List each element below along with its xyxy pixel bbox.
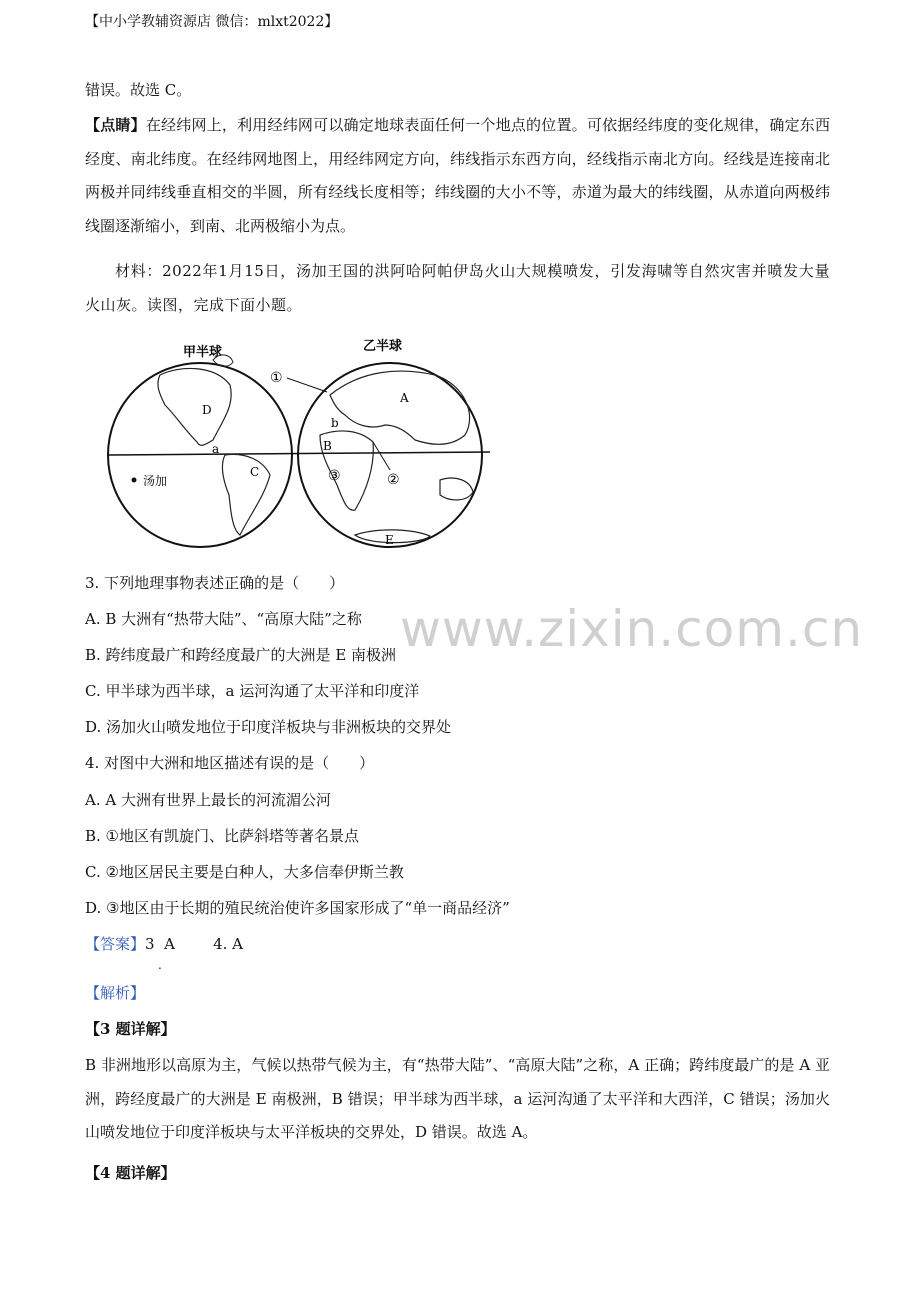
- answer-tag: 【答案】: [85, 935, 146, 953]
- q4-option-b: B. ①地区有凯旋门、比萨斜塔等著名景点: [85, 827, 360, 845]
- q4-option-d: D. ③地区由于长期的殖民统治使许多国家形成了“单一商品经济”: [85, 899, 510, 917]
- pointer-1: [287, 378, 327, 392]
- north-america-shape: [158, 368, 231, 445]
- label-circle-2: ②: [387, 472, 400, 488]
- q3-option-a: A. B 大洲有“热带大陆”、“高原大陆”之称: [85, 610, 362, 628]
- map-right-title: 乙半球: [363, 339, 403, 354]
- label-circle-1: ①: [270, 370, 283, 386]
- watermark: www.zixin.com.cn: [400, 600, 864, 658]
- label-A: A: [400, 391, 409, 405]
- pointer-2: [373, 442, 390, 470]
- tonga-dot: [132, 478, 137, 483]
- label-E: E: [385, 533, 394, 547]
- east-hemisphere-circle: [298, 363, 482, 547]
- label-circle-3: ③: [328, 468, 341, 484]
- label-D: D: [202, 403, 212, 417]
- q3-option-b: B. 跨纬度最广和跨经度最广的大洲是 E 南极洲: [85, 646, 397, 664]
- label-b: b: [331, 416, 339, 430]
- dianjing-text: 在经纬网上，利用经纬网可以确定地球表面任何一个地点的位置。可依据经纬度的变化规律，确定东西经度、南北纬度。在经纬网地图上，用经纬网定方向，纬线指示东西方向，经线指示南北方向。经线是连接南北两极并同纬线垂直相交的半圆，所有经线长度相等；纬线圈的大小不等，赤道为最大的纬线圈，从赤道向两极纬线圈逐渐缩小，到南、北两极缩小为点。: [85, 116, 830, 235]
- q3-option-c: C. 甲半球为西半球，a 运河沟通了太平洋和印度洋: [85, 682, 420, 700]
- q3-stem: 3. 下列地理事物表述正确的是（ ）: [85, 574, 345, 592]
- map-left-title: 甲半球: [183, 345, 223, 360]
- answer-line: [85, 934, 243, 954]
- hemisphere-map: [105, 330, 490, 560]
- australia-shape: [440, 478, 473, 500]
- label-B: B: [323, 439, 332, 453]
- label-a: a: [212, 442, 220, 456]
- analysis-tag: 【解析】: [85, 984, 146, 1002]
- q4-stem: 4. 对图中大洲和地区描述有误的是（ ）: [85, 754, 375, 772]
- q3-detail-text: B 非洲地形以高原为主，气候以热带气候为主，有“热带大陆”、“高原大陆”之称，A 正确；跨纬度最广的是 A 亚洲，跨经度最广的大洲是 E 南极洲，B 错误；甲半球为西半球，a 运河沟通了太平洋和大西洋，C 错误；汤加火山喷发地位于印度洋板块与太平洋板块的交界处，D 错误。故选 A。: [85, 1056, 830, 1141]
- answer-text: 3 A 4. A: [145, 935, 243, 953]
- previous-answer-line: 错误。故选 C。: [85, 81, 192, 99]
- tonga-label: 汤加: [143, 474, 168, 488]
- q4-option-a: A. A 大洲有世界上最长的河流湄公河: [85, 791, 331, 809]
- eurasia-shape: [330, 371, 470, 444]
- label-C: C: [250, 465, 260, 479]
- dianjing-tag: 【点睛】: [85, 116, 146, 134]
- q3-detail-tag: 【3 题详解】: [85, 1020, 176, 1038]
- q3-option-d: D. 汤加火山喷发地位于印度洋板块与非洲板块的交界处: [85, 718, 452, 736]
- dianjing-paragraph: [85, 109, 830, 243]
- q4-option-c: C. ②地区居民主要是白种人，大多信奉伊斯兰教: [85, 863, 404, 881]
- answer-dot: .: [158, 958, 162, 972]
- material-paragraph: 材料：2022年1月15日，汤加王国的洪阿哈阿帕伊岛火山大规模喷发，引发海啸等自然灾害并喷发大量火山灰。读图，完成下面小题。: [85, 262, 830, 314]
- header-banner: 【中小学教辅资源店 微信：mlxt2022】: [85, 14, 339, 30]
- q4-detail-tag: 【4 题详解】: [85, 1164, 176, 1182]
